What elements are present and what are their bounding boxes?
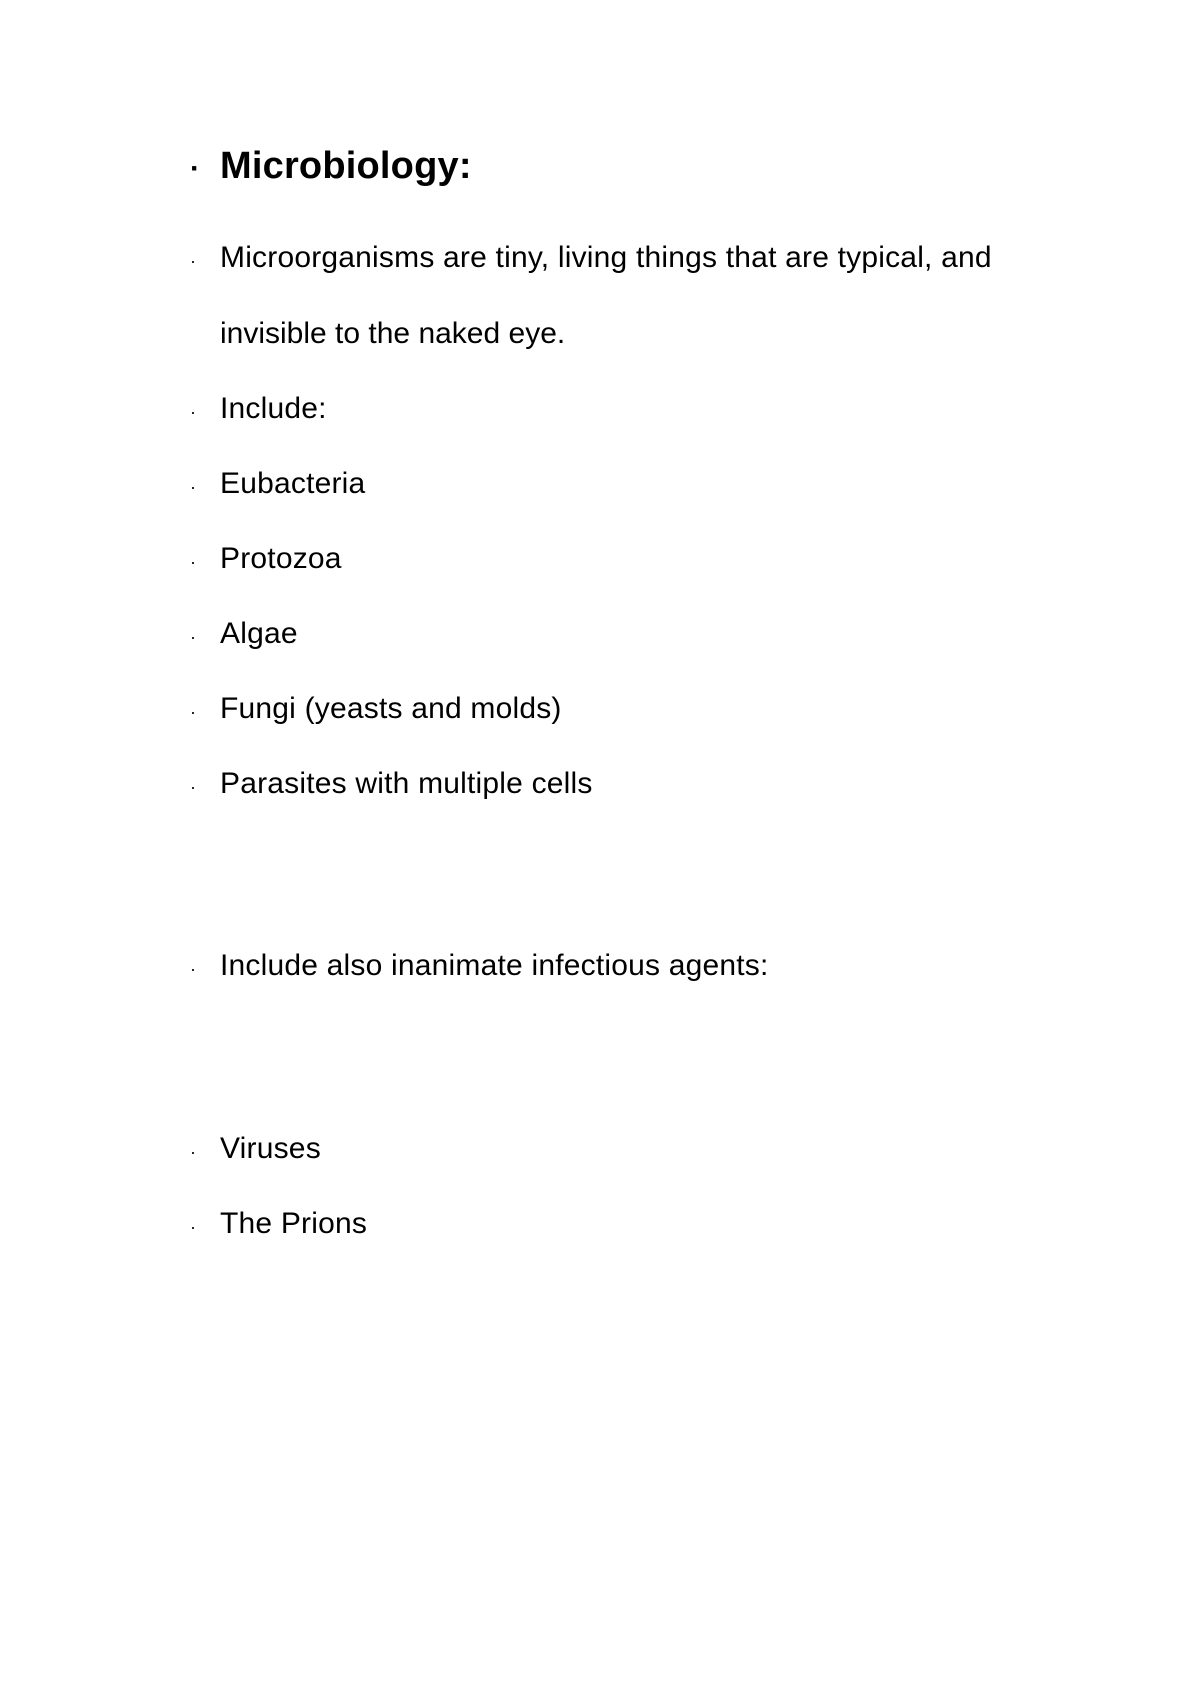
list-item-text: Algae	[220, 617, 298, 650]
bullet-point: ·	[190, 552, 196, 572]
list-item	[190, 466, 1090, 502]
list-item-text: Fungi (yeasts and molds)	[220, 692, 562, 725]
bullet-point: ·	[190, 777, 196, 797]
bullet-point: ·	[190, 402, 196, 422]
bullet-point: ·	[190, 627, 196, 647]
heading-bullet: ·	[190, 152, 200, 185]
list-item-text: Include:	[220, 392, 327, 425]
list-item	[190, 240, 1090, 276]
list-item	[190, 948, 1090, 984]
bullet-point: ·	[190, 1142, 196, 1162]
bullet-point: ·	[190, 477, 196, 497]
list-item	[190, 391, 1090, 427]
list-item-continuation: invisible to the naked eye.	[220, 317, 566, 350]
list-item-text: Protozoa	[220, 542, 342, 575]
list-item	[190, 1206, 1090, 1242]
bullet-point: ·	[190, 251, 196, 271]
list-item-text: Microorganisms are tiny, living things that are typical, and	[220, 241, 992, 274]
bullet-point: ·	[190, 702, 196, 722]
list-item	[190, 541, 1090, 577]
page-title: Microbiology:	[220, 145, 472, 187]
list-item-text: Parasites with multiple cells	[220, 767, 593, 800]
list-item-text: Eubacteria	[220, 467, 366, 500]
list-item	[190, 616, 1090, 652]
list-item	[190, 1131, 1090, 1167]
list-item-text: Include also inanimate infectious agents:	[220, 949, 769, 982]
list-item-text: The Prions	[220, 1207, 368, 1240]
bullet-point: ·	[190, 959, 196, 979]
list-item	[190, 766, 1090, 802]
list-item-text: Viruses	[220, 1132, 321, 1165]
heading-line	[190, 144, 1090, 190]
list-item	[190, 691, 1090, 727]
bullet-point: ·	[190, 1217, 196, 1237]
